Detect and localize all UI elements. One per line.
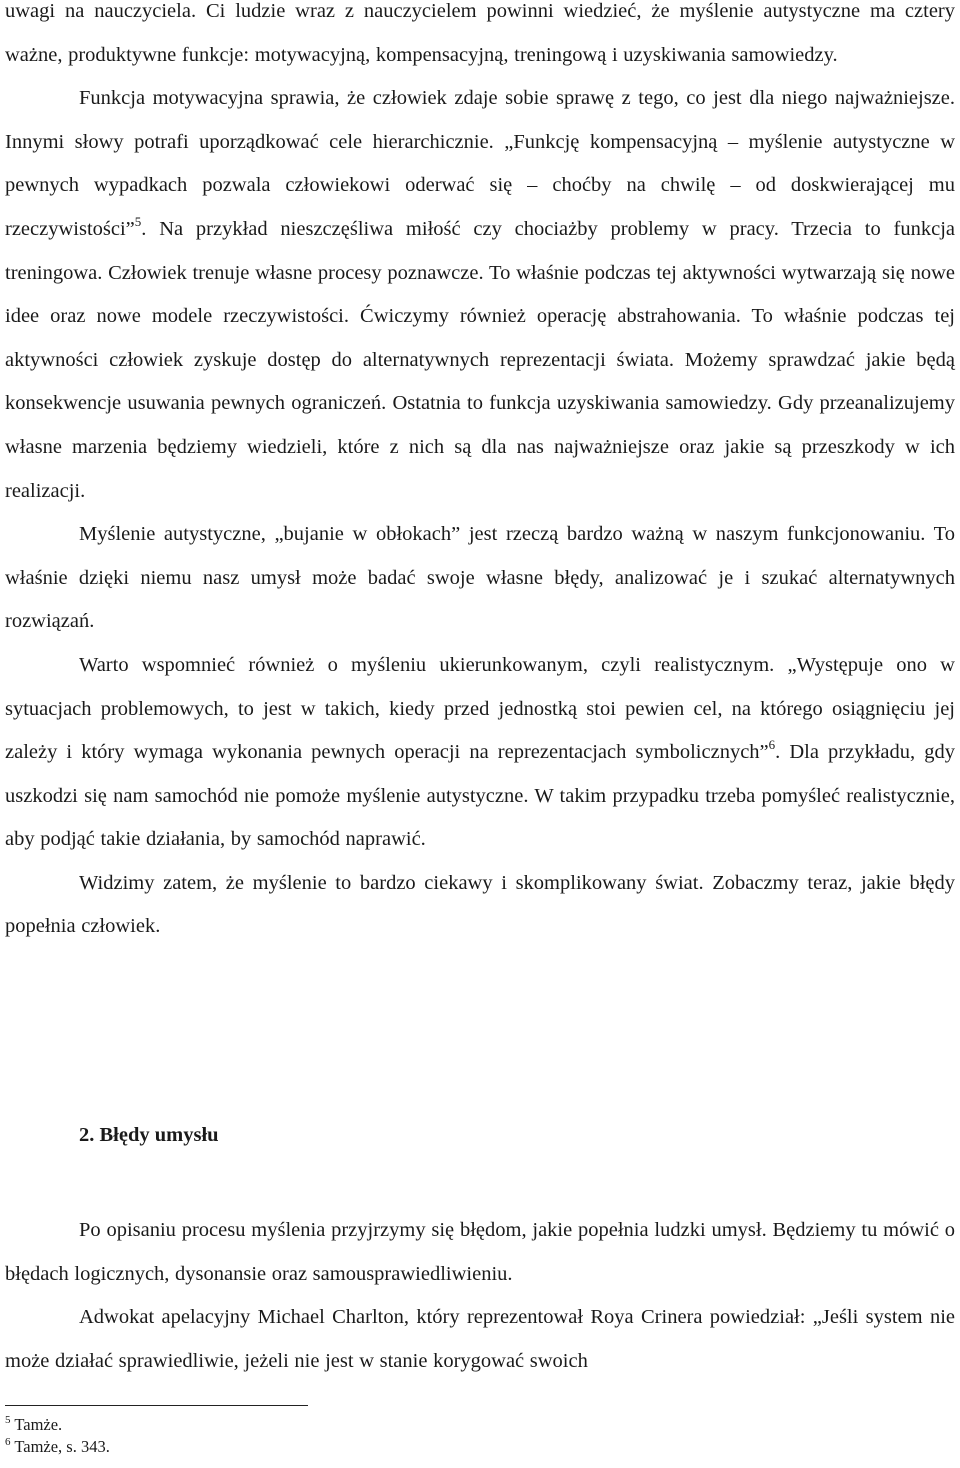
footnote-item	[5, 1436, 110, 1458]
section-body	[5, 1209, 955, 1383]
footnote-separator	[5, 1405, 308, 1406]
footnote-ref[interactable]: 5	[134, 213, 142, 229]
footnote-text: Tamże, s. 343.	[14, 1437, 110, 1456]
footnote-item	[5, 1414, 110, 1436]
paragraph-text: Adwokat apelacyjny Michael Charlton, który reprezentował Roya Crinera powiedział: „Jeśli system nie może działać sprawiedliwie, jeżeli nie jest w stanie korygować swoich	[5, 1306, 955, 1372]
paragraph-summary	[5, 862, 955, 949]
paragraph-text: Funkcja motywacyjna sprawia, że człowiek zdaje sobie sprawę z tego, co jest dla niego najważniejsze. Innymi słowy potrafi uporządkować cele hierarchicznie. „Funkcję kompensacyjną – myślenie autystyczne w pewnych wypadkach pozwala człowiekowi oderwać się – choćby na chwilę – od doskwierającej mu rzeczywistości”	[5, 87, 955, 240]
document-page	[5, 0, 955, 1456]
paragraph-text: uwagi na nauczyciela. Ci ludzie wraz z nauczycielem powinni wiedzieć, że myślenie autystyczne ma cztery ważne, produktywne funkcje: motywacyjną, kompensacyjną, treningową i uzyskiwania samowiedzy.	[5, 0, 955, 66]
footnote-text: Tamże.	[14, 1415, 63, 1434]
paragraph-autistic-functions	[5, 77, 955, 513]
paragraph-text: Po opisaniu procesu myślenia przyjrzymy się błędom, jakie popełnia ludzki umysł. Będziemy tu mówić o błędach logicznych, dysonansie oraz samousprawiedliwieniu.	[5, 1219, 955, 1285]
paragraph-continuation	[5, 0, 955, 77]
footnote-number: 5	[5, 1414, 11, 1426]
paragraph-daydreaming	[5, 513, 955, 644]
paragraph-text: . Na przykład nieszczęśliwa miłość czy chociażby problemy w pracy. Trzecia to funkcja treningowa. Człowiek trenuje własne procesy poznawcze. To właśnie podczas tej aktywności wytwarzają się nowe idee oraz nowe modele rzeczywistości. Ćwiczymy również operację abstrahowania. To właśnie podczas tej aktywności człowiek zyskuje dostęp do alternatywnych reprezentacji świata. Możemy sprawdzać jakie będą konsekwencje usuwania pewnych ograniczeń. Ostatnia to funkcja uzyskiwania samowiedzy. Gdy przeanalizujemy własne marzenia będziemy wiedzieli, które z nich są dla nas najważniejsze oraz jakie są przeszkody w ich realizacji.	[5, 217, 955, 502]
paragraph-charlton-quote	[5, 1296, 955, 1383]
paragraph-text: Widzimy zatem, że myślenie to bardzo ciekawy i skomplikowany świat. Zobaczmy teraz, jakie błędy popełnia człowiek.	[5, 871, 955, 938]
footnote-ref[interactable]: 6	[768, 737, 776, 753]
paragraph-text: Myślenie autystyczne, „bujanie w obłokach” jest rzeczą bardzo ważną w naszym funkcjonowaniu. To właśnie dzięki niemu nasz umysł może badać swoje własne błędy, analizować je i szukać alternatywnych rozwiązań.	[5, 523, 955, 633]
footnote-number: 6	[5, 1436, 11, 1448]
section-heading: 2. Błędy umysłu	[79, 1124, 219, 1146]
paragraph-text: . Dla przykładu, gdy uszkodzi się nam samochód nie pomoże myślenie autystyczne. W takim przypadku trzeba pomyśleć realistycznie, aby podjąć takie działania, by samochód naprawić.	[5, 741, 955, 851]
paragraph-text: Warto wspomnieć również o myśleniu ukierunkowanym, czyli realistycznym. „Występuje ono w sytuacjach problemowych, to jest w takich, kiedy przed jednostką stoi pewien cel, na którego osiągnięciu jej zależy i który wymaga wykonania pewnych operacji na reprezentacjach symbolicznych”	[5, 653, 955, 764]
footnotes	[5, 1414, 110, 1458]
paragraph-section-intro	[5, 1209, 955, 1296]
paragraph-realistic-thinking	[5, 644, 955, 862]
